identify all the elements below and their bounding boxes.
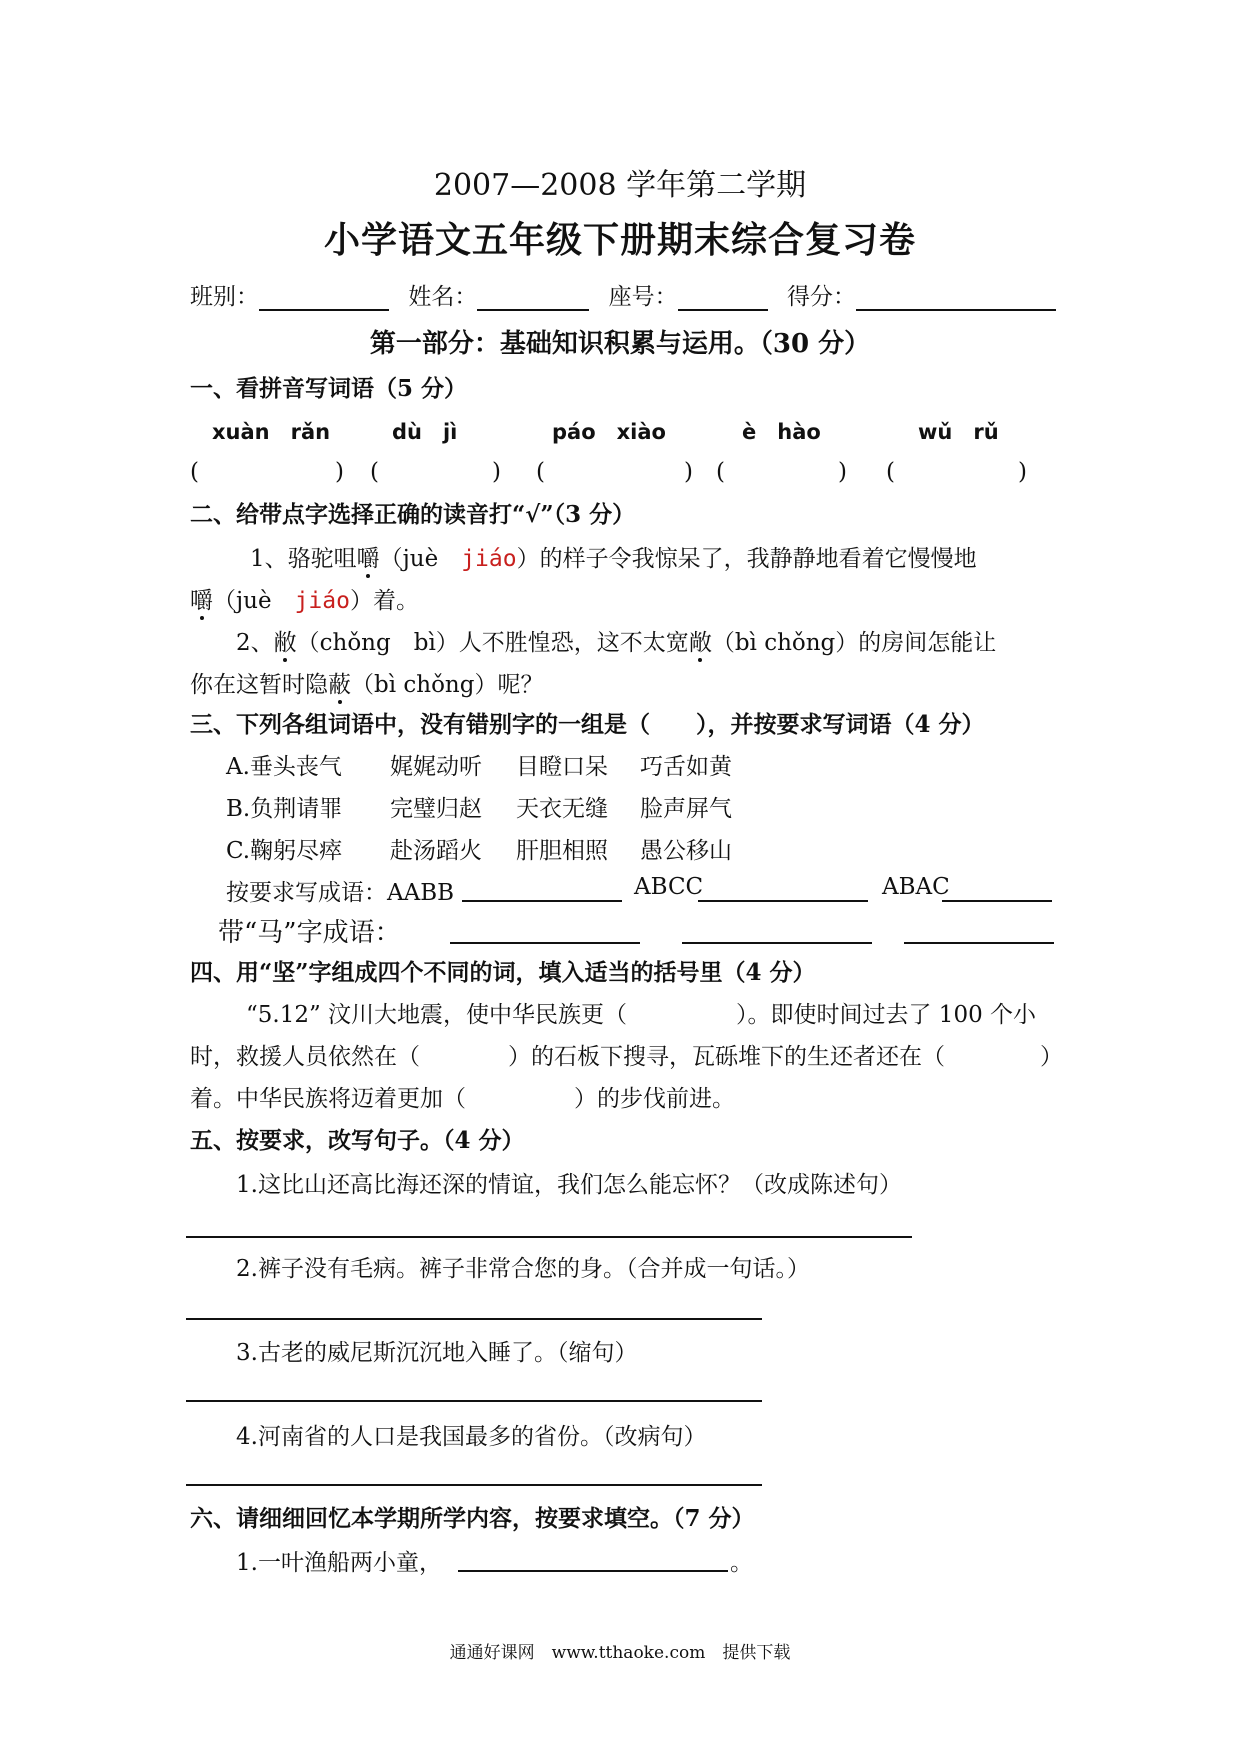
q3-option-a: [226, 748, 342, 781]
q4-line1-a: “5.12” 汶川大地震，使中华民族更（: [246, 1002, 628, 1028]
option-word: 完璧归赵: [390, 796, 482, 822]
q2-item1-line2: [190, 582, 419, 615]
q6-item1-blank[interactable]: [458, 1570, 728, 1572]
horse-idiom-blank-3[interactable]: [904, 942, 1054, 944]
bracket-close-4: ): [838, 459, 847, 485]
q5-item-2: 2.裤子没有毛病。裤子非常合您的身。（合并成一句话。）: [236, 1256, 810, 1282]
q2-item1-line1: [250, 540, 977, 573]
q2-text: 你在这暂时隐: [190, 672, 328, 698]
answer-bracket-5[interactable]: (: [886, 459, 895, 485]
red-pinyin[interactable]: jiáo: [294, 588, 350, 614]
q2-text: （juè: [213, 588, 295, 614]
q5-item-4: 4.河南省的人口是我国最多的省份。（改病句）: [236, 1424, 707, 1450]
q4-heading: 四、用“坚”字组成四个不同的词，填入适当的括号里（4 分）: [190, 959, 816, 986]
q2-text: 2、: [236, 630, 274, 656]
horse-idiom-label: 带“马”字成语：: [218, 918, 401, 948]
red-pinyin[interactable]: jiáo: [461, 546, 517, 572]
seat-label: 座号：: [608, 284, 678, 310]
option-word: 肝胆相照: [516, 838, 608, 864]
q4-line2-c: ）: [1040, 1044, 1063, 1070]
abac-label: ABAC: [882, 874, 950, 900]
name-blank[interactable]: [477, 287, 589, 311]
abcc-blank[interactable]: [698, 900, 868, 902]
q5-item-3: 3.古老的威尼斯沉沉地入睡了。（缩句）: [236, 1340, 638, 1366]
q2-text: ）的样子令我惊呆了，我静静地看着它慢慢地: [516, 546, 977, 572]
q3-option-c: [226, 832, 342, 865]
q5-answer-line-1[interactable]: [186, 1236, 912, 1238]
q1-heading: 一、看拼音写词语（5 分）: [190, 375, 468, 402]
dotted-char: 敞: [688, 630, 712, 656]
q6-item1-b: 。: [730, 1550, 753, 1576]
abcc-label: ABCC: [634, 874, 704, 900]
q5-item-1: 1.这比山还高比海还深的情谊，我们怎么能忘怀？（改成陈述句）: [236, 1172, 902, 1198]
q6-item1-a: 1.一叶渔船两小童，: [236, 1550, 442, 1576]
option-word: 娓娓动听: [390, 754, 482, 780]
q4-line3-b: ）的步伐前进。: [574, 1086, 735, 1112]
q4-line3-a: 着。中华民族将迈着更加（: [190, 1086, 466, 1112]
q4-line1-b: ）。即使时间过去了 100 个小: [736, 1002, 1037, 1028]
bracket-close-3: ): [684, 459, 693, 485]
horse-idiom-blank-1[interactable]: [450, 942, 640, 944]
q4-line2-b: ）的石板下搜寻，瓦砾堆下的生还者还在（: [508, 1044, 945, 1070]
q5-heading: 五、按要求，改写句子。（4 分）: [190, 1127, 525, 1154]
bracket-close-1: ): [335, 459, 344, 485]
option-word: A.垂头丧气: [226, 754, 342, 780]
part1-heading: 第一部分：基础知识积累与运用。（30 分）: [369, 329, 871, 359]
option-word: B.负荆请罪: [226, 796, 343, 822]
option-word: 目瞪口呆: [516, 754, 608, 780]
class-label: 班别：: [190, 284, 259, 310]
pinyin-2: dù jì: [392, 420, 458, 444]
option-word: 脸声屏气: [640, 796, 732, 822]
pinyin-3: páo xiào: [552, 420, 666, 444]
q2-item2-line1: [236, 624, 996, 657]
q3-option-b: [226, 790, 342, 823]
pinyin-5: wǔ rǔ: [918, 420, 999, 444]
exam-title: 小学语文五年级下册期末综合复习卷: [323, 219, 916, 261]
q2-text: （bì chǒng）呢？: [351, 672, 544, 698]
option-word: 天衣无缝: [516, 796, 608, 822]
q5-answer-line-2[interactable]: [186, 1318, 762, 1320]
pinyin-4: è hào: [742, 420, 821, 444]
q5-answer-line-4[interactable]: [186, 1484, 762, 1486]
footer-credit: 通通好课网 www.tthaoke.com 提供下载: [449, 1643, 791, 1663]
score-label: 得分：: [786, 284, 856, 310]
pinyin-1: xuàn rǎn: [212, 420, 331, 444]
option-word: 赴汤蹈火: [390, 838, 482, 864]
dotted-char: 嚼: [356, 546, 380, 572]
q2-text: （chǒng bì）人不胜惶恐，这不太宽: [296, 630, 689, 656]
score-blank[interactable]: [856, 287, 1056, 311]
option-word: 巧舌如黄: [640, 754, 732, 780]
semester-heading: 2007—2008 学年第二学期: [433, 168, 807, 203]
q2-text: ）着。: [349, 588, 419, 614]
q6-heading: 六、请细细回忆本学期所学内容，按要求填空。（7 分）: [190, 1505, 755, 1532]
abac-blank[interactable]: [942, 900, 1052, 902]
write-idiom-label: 按要求写成语：AABB: [226, 880, 455, 906]
option-word: C.鞠躬尽瘁: [226, 838, 343, 864]
seat-blank[interactable]: [678, 287, 768, 311]
q3-heading: 三、下列各组词语中，没有错别字的一组是（ ），并按要求写词语（4 分）: [190, 711, 985, 738]
q2-item2-line2: [190, 666, 543, 699]
student-info-row: [190, 278, 1056, 311]
q2-text: （bì chǒng）的房间怎能让: [711, 630, 997, 656]
dotted-char: 敝: [273, 630, 297, 656]
answer-bracket-1[interactable]: (: [190, 459, 199, 485]
aabb-blank[interactable]: [462, 900, 622, 902]
name-label: 姓名：: [408, 284, 478, 310]
bracket-close-5: ): [1018, 459, 1027, 485]
q2-heading: 二、给带点字选择正确的读音打“√”（3 分）: [190, 501, 636, 528]
q5-answer-line-3[interactable]: [186, 1400, 762, 1402]
answer-bracket-4[interactable]: (: [716, 459, 725, 485]
q2-text: （juè: [379, 546, 462, 572]
option-word: 愚公移山: [640, 838, 732, 864]
q4-line2-a: 时，救援人员依然在（: [190, 1044, 420, 1070]
class-blank[interactable]: [259, 287, 389, 311]
q2-text: 1、骆驼咀: [250, 546, 357, 572]
bracket-close-2: ): [492, 459, 501, 485]
answer-bracket-2[interactable]: (: [370, 459, 379, 485]
horse-idiom-blank-2[interactable]: [682, 942, 872, 944]
dotted-char: 蔽: [328, 672, 351, 698]
answer-bracket-3[interactable]: (: [536, 459, 545, 485]
dotted-char: 嚼: [190, 588, 213, 614]
